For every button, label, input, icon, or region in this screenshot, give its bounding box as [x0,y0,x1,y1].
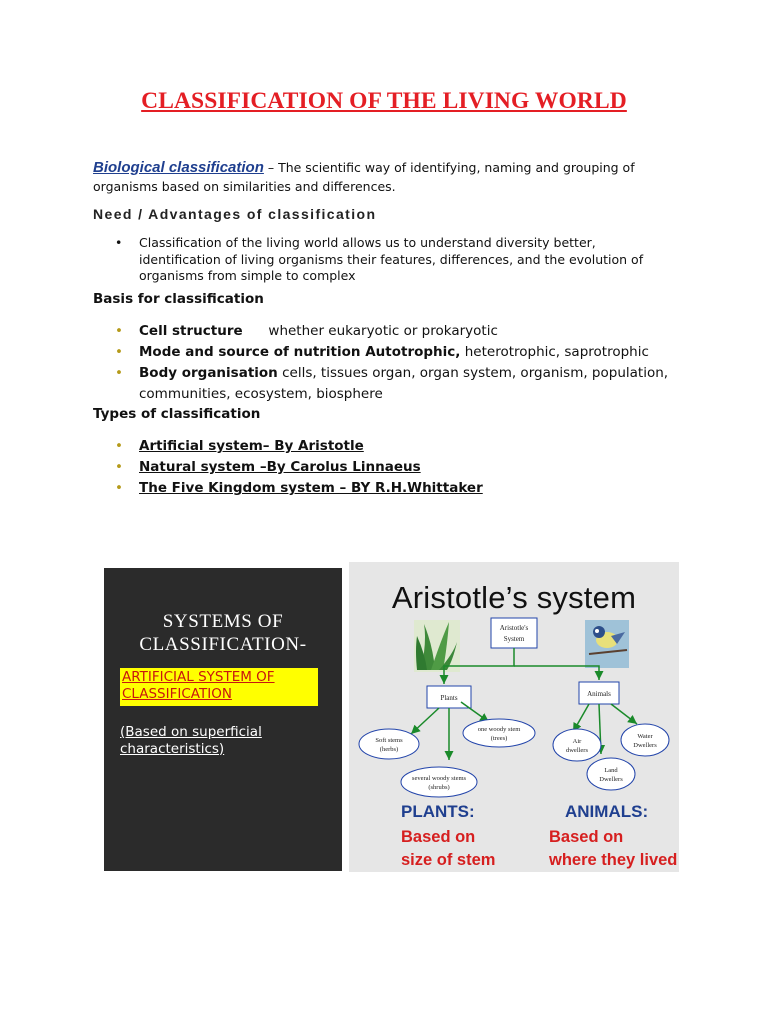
basis-item-bold: Mode and source of nutrition Autotrophic, [139,344,461,360]
slide-title [104,610,342,656]
types-list [115,436,675,499]
types-item: The Five Kingdom system – BY R.H.Whittaker [139,480,483,496]
air-dwellers-line: Air [572,738,582,745]
one-woody-line: (trees) [490,735,508,742]
water-dwellers-node [621,724,669,756]
root-node-line: Aristotle's [499,624,529,632]
basis-item-rest: cells, tissues organ, organ system, organism, population, communities, ecosystem, biosphere [139,365,669,402]
page-title: CLASSIFICATION OF THE LIVING WORLD [141,88,627,114]
bird-icon [585,620,629,668]
soft-stems-line: Soft stems [375,737,403,744]
list-item [115,342,675,363]
animals-caption-line: Based on [549,828,624,846]
several-woody-line: (shrubs) [428,784,450,791]
soft-stems-line: (herbs) [379,746,399,753]
aristotle-diagram [349,562,679,872]
slide-title-line: SYSTEMS OF [162,611,284,632]
need-heading: Need / Advantages of classification [93,206,377,222]
animals-caption [549,826,677,872]
bullet-dot: • [115,323,123,339]
water-dwellers-line: Dwellers [633,742,657,749]
bullet-dot: • [115,235,123,250]
basis-item-rest: whether eukaryotic or prokaryotic [242,323,498,339]
diagram-title: Aristotle’s system [391,580,637,615]
plants-node-label: Plants [440,694,458,702]
list-item [115,321,675,342]
need-bullet-text: Classification of the living world allows us to understand diversity better, identification of living organisms their features, differences, and the evolution of organisms from simple to complex [139,235,644,283]
systems-slide [104,568,342,871]
definition-term: Biological classification [93,159,264,176]
plants-caption-line: Based on [401,828,476,846]
need-bullet [115,235,655,285]
plants-caption [401,826,495,872]
land-dwellers-node [587,758,635,790]
root-node-line: System [503,635,525,643]
land-dwellers-line: Land [604,767,618,774]
basis-item-rest: heterotrophic, saprotrophic [460,344,649,360]
basis-item-bold: Body organisation [139,365,278,381]
bullet-dot: • [115,459,123,475]
types-item: Artificial system– By Aristotle [139,438,364,454]
plants-caption-heading: PLANTS: [401,802,475,821]
basis-list [115,321,675,405]
one-woody-stem-node [463,719,535,747]
animals-caption-heading: ANIMALS: [565,802,649,821]
definition-paragraph [93,158,693,196]
definition-text: – The scientific way of identifying, naming and grouping of organisms based on similarities and differences. [93,160,635,194]
several-woody-line: several woody stems [411,775,467,782]
bullet-dot: • [115,344,123,360]
types-heading: Types of classification [93,406,261,422]
list-item [115,363,675,405]
bullet-dot: • [115,480,123,496]
highlight-text: ARTIFICIAL SYSTEM OF CLASSIFICATION [122,669,275,702]
basis-heading: Basis for classification [93,291,264,307]
water-dwellers-line: Water [637,733,653,740]
soft-stems-node [359,729,419,759]
animals-node-label: Animals [587,690,611,698]
types-item: Natural system –By Carolus Linnaeus [139,459,421,475]
air-dwellers-line: dwellers [565,747,589,754]
list-item [115,478,675,499]
list-item [115,457,675,478]
slide-subtitle: (Based on superficial characteristics) [120,724,262,757]
basis-item-bold: Cell structure [139,323,243,339]
air-dwellers-node [553,729,601,761]
aloe-plant-icon [414,620,460,672]
root-node [491,618,537,648]
bullet-dot: • [115,365,123,381]
land-dwellers-line: Dwellers [599,776,623,783]
several-woody-stems-node [401,767,477,797]
bullet-dot: • [115,438,123,454]
one-woody-line: one woody stem [477,726,521,733]
plants-caption-line: size of stem [401,851,496,869]
list-item [115,436,675,457]
animals-caption-line: where they lived [549,851,678,869]
slide-title-line: CLASSIFICATION- [139,634,307,655]
